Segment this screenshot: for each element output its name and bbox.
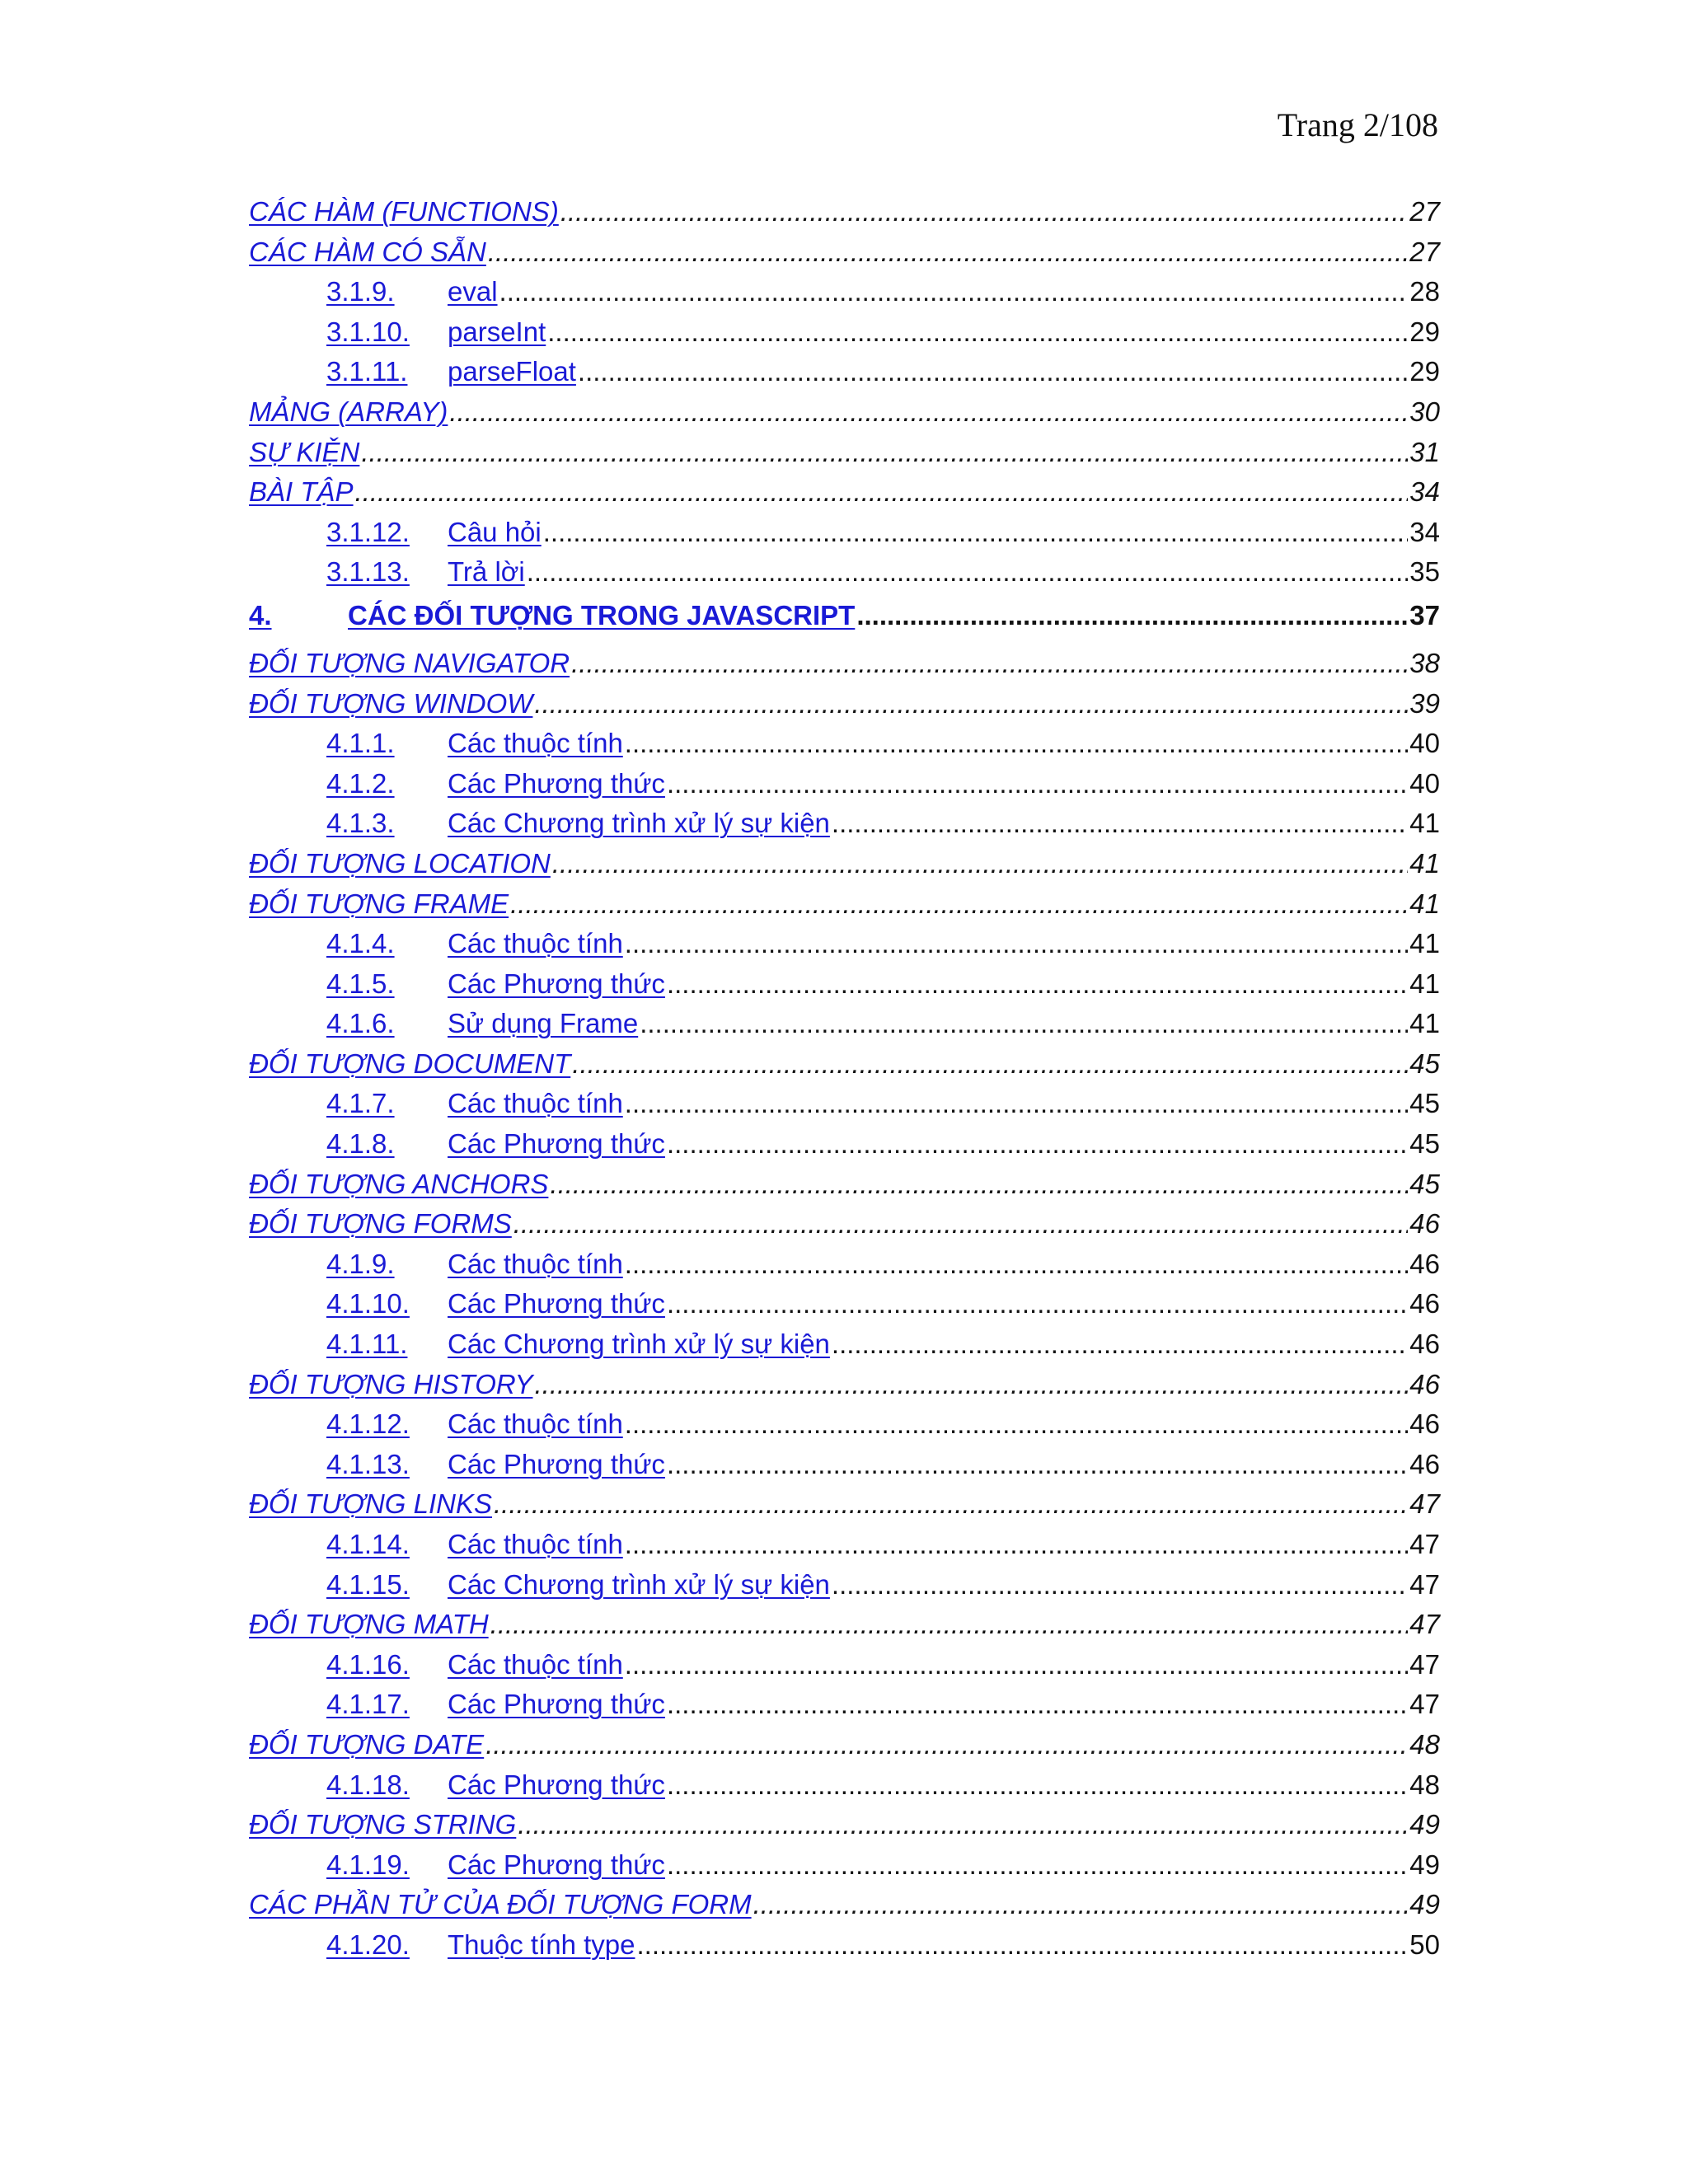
toc-entry-title[interactable]: Các Chương trình xử lý sự kiện	[448, 808, 830, 839]
toc-entry-title[interactable]: CÁC HÀM (FUNCTIONS)	[249, 196, 559, 227]
toc-entry[interactable]	[249, 688, 1440, 729]
toc-entry[interactable]	[249, 356, 1440, 396]
toc-page-number: 28	[1409, 276, 1440, 307]
toc-page-number: 27	[1409, 236, 1440, 267]
toc-entry[interactable]	[249, 768, 1440, 808]
toc-entry-title[interactable]: Các thuộc tính	[448, 1408, 623, 1440]
toc-dot-leader	[667, 1288, 1408, 1319]
toc-page-number: 47	[1409, 1488, 1440, 1520]
toc-entry-title[interactable]: Các Phương thức	[448, 767, 665, 799]
toc-entry[interactable]	[249, 1369, 1440, 1409]
toc-entry-title[interactable]: Các Phương thức	[448, 1689, 665, 1720]
toc-entry[interactable]	[249, 848, 1440, 888]
toc-page-number: 39	[1409, 687, 1440, 719]
toc-entry-title[interactable]: Các thuộc tính	[448, 1248, 623, 1279]
toc-entry[interactable]	[249, 648, 1440, 688]
toc-entry[interactable]	[249, 808, 1440, 848]
toc-page-number: 46	[1409, 1368, 1440, 1399]
toc-page-number: 41	[1409, 968, 1440, 999]
toc-entry[interactable]	[249, 1208, 1440, 1249]
toc-entry-number[interactable]: 4.1.4.	[326, 928, 395, 959]
toc-dot-leader	[578, 356, 1408, 387]
toc-entry-title[interactable]: CÁC HÀM CÓ SẴN	[249, 236, 486, 267]
toc-dot-leader	[667, 768, 1408, 799]
toc-entry-title[interactable]: ĐỐI TƯỢNG DATE	[249, 1728, 485, 1760]
toc-page-number: 49	[1409, 1849, 1440, 1880]
toc-entry-title[interactable]: CÁC ĐỐI TƯỢNG TRONG JAVASCRIPT	[348, 599, 856, 630]
toc-page-number: 29	[1409, 356, 1440, 387]
toc-page-number: 49	[1409, 1809, 1440, 1840]
toc-entry[interactable]	[249, 1249, 1440, 1289]
toc-dot-leader	[494, 1488, 1408, 1520]
toc-page-number: 49	[1409, 1889, 1440, 1920]
toc-entry[interactable]	[249, 1529, 1440, 1569]
toc-dot-leader	[550, 1169, 1408, 1200]
toc-entry-number[interactable]: 4.1.20.	[326, 1929, 410, 1960]
toc-entry[interactable]	[249, 928, 1440, 968]
toc-entry-title[interactable]: Thuộc tính type	[448, 1929, 635, 1960]
toc-entry-title[interactable]: Các Chương trình xử lý sự kiện	[448, 1568, 830, 1600]
toc-entry-title[interactable]: parseInt	[448, 316, 546, 347]
toc-entry-number[interactable]: 4.1.1.	[326, 728, 395, 759]
toc-entry[interactable]	[249, 1329, 1440, 1369]
toc-dot-leader	[355, 476, 1409, 508]
toc-page-number: 48	[1409, 1769, 1440, 1800]
toc-entry[interactable]	[249, 1849, 1440, 1890]
toc-entry-title[interactable]: Các Chương trình xử lý sự kiện	[448, 1329, 830, 1360]
toc-dot-leader	[625, 728, 1408, 759]
toc-dot-leader	[527, 556, 1409, 588]
toc-dot-leader	[667, 1689, 1408, 1720]
toc-entry-number[interactable]: 4.1.6.	[326, 1008, 395, 1039]
toc-entry-title[interactable]: CÁC PHẦN TỬ CỦA ĐỐI TƯỢNG FORM	[249, 1889, 752, 1920]
toc-entry-number[interactable]: 4.1.19.	[326, 1849, 410, 1880]
toc-page-number: 41	[1409, 928, 1440, 959]
toc-entry[interactable]	[249, 888, 1440, 929]
toc-dot-leader	[488, 237, 1408, 268]
toc-entry[interactable]	[249, 1088, 1440, 1128]
toc-page-number: 34	[1409, 516, 1440, 547]
toc-chapter-entry[interactable]	[249, 597, 1440, 648]
toc-entry[interactable]	[249, 276, 1440, 316]
toc-entry-title[interactable]: ĐỐI TƯỢNG DOCUMENT	[249, 1047, 571, 1079]
toc-entry-number[interactable]: 3.1.10.	[326, 316, 410, 347]
toc-page-number: 50	[1409, 1929, 1440, 1960]
toc-page-number: 31	[1409, 436, 1440, 467]
toc-entry-title[interactable]: Sử dụng Frame	[448, 1008, 639, 1039]
toc-page-number: 46	[1409, 1208, 1440, 1240]
toc-entry-title[interactable]: Các Phương thức	[448, 968, 665, 999]
toc-page-number: 45	[1409, 1088, 1440, 1119]
toc-entry-title[interactable]: Các Phương thức	[448, 1849, 665, 1880]
toc-entry-number[interactable]: 4.1.9.	[326, 1248, 395, 1279]
toc-entry[interactable]	[249, 1769, 1440, 1810]
toc-dot-leader	[625, 1088, 1408, 1119]
toc-entry-number[interactable]: 3.1.9.	[326, 276, 395, 307]
toc-page-number: 30	[1409, 396, 1440, 427]
toc-entry[interactable]	[249, 237, 1440, 277]
toc-entry-title[interactable]: parseFloat	[448, 356, 576, 387]
toc-entry-number[interactable]: 3.1.11.	[326, 356, 408, 387]
toc-entry-title[interactable]: ĐỐI TƯỢNG FORMS	[249, 1208, 512, 1240]
toc-entry[interactable]	[249, 1008, 1440, 1048]
toc-entry-title[interactable]: ĐỐI TƯỢNG ANCHORS	[249, 1168, 549, 1199]
toc-entry-title[interactable]: Các Phương thức	[448, 1448, 665, 1479]
toc-entry-title[interactable]: Các Phương thức	[448, 1288, 665, 1319]
toc-entry[interactable]	[249, 1488, 1440, 1529]
toc-dot-leader	[625, 928, 1408, 959]
toc-dot-leader	[518, 1809, 1408, 1840]
toc-entry-number[interactable]: 4.	[249, 599, 272, 630]
toc-dot-leader	[832, 808, 1408, 839]
toc-dot-leader	[667, 1849, 1408, 1881]
toc-entry-title[interactable]: Các thuộc tính	[448, 1529, 623, 1559]
toc-page-number: 46	[1409, 1448, 1440, 1479]
toc-entry-title[interactable]: MẢNG (ARRAY)	[249, 396, 448, 427]
toc-entry[interactable]	[249, 476, 1440, 517]
toc-entry-title[interactable]: Các thuộc tính	[448, 1648, 623, 1680]
toc-entry-title[interactable]: SỰ KIỆN	[249, 436, 360, 467]
toc-entry-title[interactable]: ĐỐI TƯỢNG FRAME	[249, 888, 509, 919]
toc-dot-leader	[667, 1769, 1408, 1801]
toc-entry[interactable]	[249, 1449, 1440, 1489]
toc-entry[interactable]	[249, 1609, 1440, 1649]
toc-entry-number[interactable]: 4.1.8.	[326, 1128, 395, 1160]
toc-entry-number[interactable]: 4.1.13.	[326, 1448, 410, 1479]
toc-entry-number[interactable]: 4.1.14.	[326, 1529, 410, 1559]
toc-dot-leader	[513, 1208, 1408, 1240]
toc-entry[interactable]	[249, 1929, 1440, 1970]
toc-page-number: 27	[1409, 196, 1440, 227]
toc-entry-title[interactable]: eval	[448, 276, 498, 307]
toc-page-number: 41	[1409, 1008, 1440, 1039]
toc-dot-leader	[832, 1569, 1408, 1601]
toc-page-number: 40	[1409, 767, 1440, 799]
toc-entry[interactable]	[249, 517, 1440, 557]
toc-page-number: 38	[1409, 647, 1440, 678]
toc-entry-number[interactable]: 4.1.5.	[326, 968, 395, 999]
toc-dot-leader	[856, 600, 1408, 631]
toc-page-number: 46	[1409, 1288, 1440, 1319]
toc-entry-number[interactable]: 4.1.2.	[326, 767, 395, 799]
toc-page-number: 40	[1409, 728, 1440, 759]
toc-page-number: 47	[1409, 1609, 1440, 1640]
toc-dot-leader	[640, 1008, 1408, 1039]
toc-entry-title[interactable]: BÀI TẬP	[249, 476, 354, 508]
toc-page-number: 29	[1409, 316, 1440, 347]
toc-dot-leader	[552, 848, 1408, 879]
toc-entry[interactable]	[249, 1048, 1440, 1089]
table-of-contents	[249, 196, 1440, 1970]
toc-dot-leader	[753, 1889, 1409, 1920]
toc-page-number: 47	[1409, 1648, 1440, 1680]
toc-entry-number[interactable]: 4.1.10.	[326, 1288, 410, 1319]
toc-entry-title[interactable]: Câu hỏi	[448, 516, 542, 547]
toc-dot-leader	[535, 1369, 1409, 1400]
toc-page-number: 45	[1409, 1128, 1440, 1160]
toc-entry[interactable]	[249, 1689, 1440, 1729]
toc-page-number: 41	[1409, 808, 1440, 839]
toc-dot-leader	[832, 1329, 1408, 1360]
toc-dot-leader	[490, 1609, 1409, 1640]
toc-dot-leader	[636, 1929, 1408, 1961]
toc-page-number: 41	[1409, 847, 1440, 879]
toc-entry[interactable]	[249, 1649, 1440, 1690]
toc-entry-number[interactable]: 4.1.12.	[326, 1408, 410, 1440]
toc-entry-title[interactable]: ĐỐI TƯỢNG LINKS	[249, 1488, 493, 1520]
toc-entry[interactable]	[249, 968, 1440, 1009]
toc-entry-title[interactable]: ĐỐI TƯỢNG HISTORY	[249, 1368, 533, 1399]
toc-entry[interactable]	[249, 196, 1440, 237]
toc-entry[interactable]	[249, 1288, 1440, 1329]
toc-dot-leader	[667, 1128, 1408, 1160]
toc-entry[interactable]	[249, 316, 1440, 357]
toc-entry[interactable]	[249, 556, 1440, 597]
toc-entry-title[interactable]: Trả lời	[448, 556, 525, 588]
toc-entry-title[interactable]: Các thuộc tính	[448, 1088, 623, 1119]
toc-dot-leader	[571, 648, 1408, 679]
toc-entry[interactable]	[249, 1569, 1440, 1610]
toc-page-number: 47	[1409, 1689, 1440, 1720]
toc-page-number: 46	[1409, 1248, 1440, 1279]
toc-entry-number[interactable]: 4.1.15.	[326, 1568, 410, 1600]
toc-entry-title[interactable]: Các Phương thức	[448, 1128, 665, 1160]
toc-page-number: 47	[1409, 1568, 1440, 1600]
toc-entry[interactable]	[249, 1128, 1440, 1169]
toc-entry[interactable]	[249, 728, 1440, 768]
toc-page-number: 46	[1409, 1329, 1440, 1360]
toc-dot-leader	[625, 1408, 1408, 1440]
toc-entry-number[interactable]: 4.1.17.	[326, 1689, 410, 1720]
toc-entry[interactable]	[249, 437, 1440, 477]
toc-page-number: 45	[1409, 1047, 1440, 1079]
toc-dot-leader	[572, 1048, 1408, 1080]
toc-dot-leader	[625, 1529, 1408, 1560]
toc-entry-number[interactable]: 4.1.7.	[326, 1088, 395, 1119]
toc-entry[interactable]	[249, 1408, 1440, 1449]
toc-entry-title[interactable]: ĐỐI TƯỢNG STRING	[249, 1809, 517, 1840]
toc-entry[interactable]	[249, 1729, 1440, 1769]
toc-page-number: 34	[1409, 476, 1440, 508]
toc-entry-number[interactable]: 4.1.16.	[326, 1648, 410, 1680]
toc-page-number: 48	[1409, 1728, 1440, 1760]
toc-dot-leader	[543, 517, 1409, 548]
toc-entry-number[interactable]: 3.1.12.	[326, 516, 410, 547]
toc-dot-leader	[667, 1449, 1408, 1480]
toc-dot-leader	[560, 196, 1408, 227]
toc-dot-leader	[499, 276, 1409, 307]
toc-entry-number[interactable]: 3.1.13.	[326, 556, 410, 588]
toc-entry[interactable]	[249, 1169, 1440, 1209]
toc-dot-leader	[485, 1729, 1408, 1760]
toc-page-number: 46	[1409, 1408, 1440, 1440]
toc-page-number: 45	[1409, 1168, 1440, 1199]
toc-page-number: 35	[1409, 556, 1440, 588]
toc-dot-leader	[547, 316, 1408, 348]
toc-entry-title[interactable]: Các thuộc tính	[448, 928, 623, 959]
toc-entry[interactable]	[249, 1809, 1440, 1849]
toc-entry-number[interactable]: 4.1.18.	[326, 1769, 410, 1800]
toc-entry[interactable]	[249, 1889, 1440, 1929]
toc-dot-leader	[625, 1649, 1408, 1680]
toc-page-number: 47	[1409, 1529, 1440, 1559]
toc-entry-title[interactable]: ĐỐI TƯỢNG LOCATION	[249, 847, 551, 879]
page-number-header: Trang 2/108	[1277, 106, 1438, 143]
toc-entry-title[interactable]: ĐỐI TƯỢNG WINDOW	[249, 687, 533, 719]
toc-entry-title[interactable]: ĐỐI TƯỢNG NAVIGATOR	[249, 647, 570, 678]
toc-dot-leader	[667, 968, 1408, 1000]
toc-dot-leader	[534, 688, 1408, 719]
toc-dot-leader	[361, 437, 1408, 468]
toc-entry-title[interactable]: Các Phương thức	[448, 1769, 665, 1800]
toc-page-number: 41	[1409, 888, 1440, 919]
toc-dot-leader	[510, 888, 1408, 920]
toc-entry-title[interactable]: ĐỐI TƯỢNG MATH	[249, 1609, 489, 1640]
toc-entry-number[interactable]: 4.1.3.	[326, 808, 395, 839]
toc-page-number: 37	[1409, 599, 1440, 630]
toc-entry[interactable]	[249, 396, 1440, 437]
toc-dot-leader	[625, 1249, 1408, 1280]
toc-entry-title[interactable]: Các thuộc tính	[448, 728, 623, 759]
toc-dot-leader	[449, 396, 1408, 428]
toc-entry-number[interactable]: 4.1.11.	[326, 1329, 408, 1360]
